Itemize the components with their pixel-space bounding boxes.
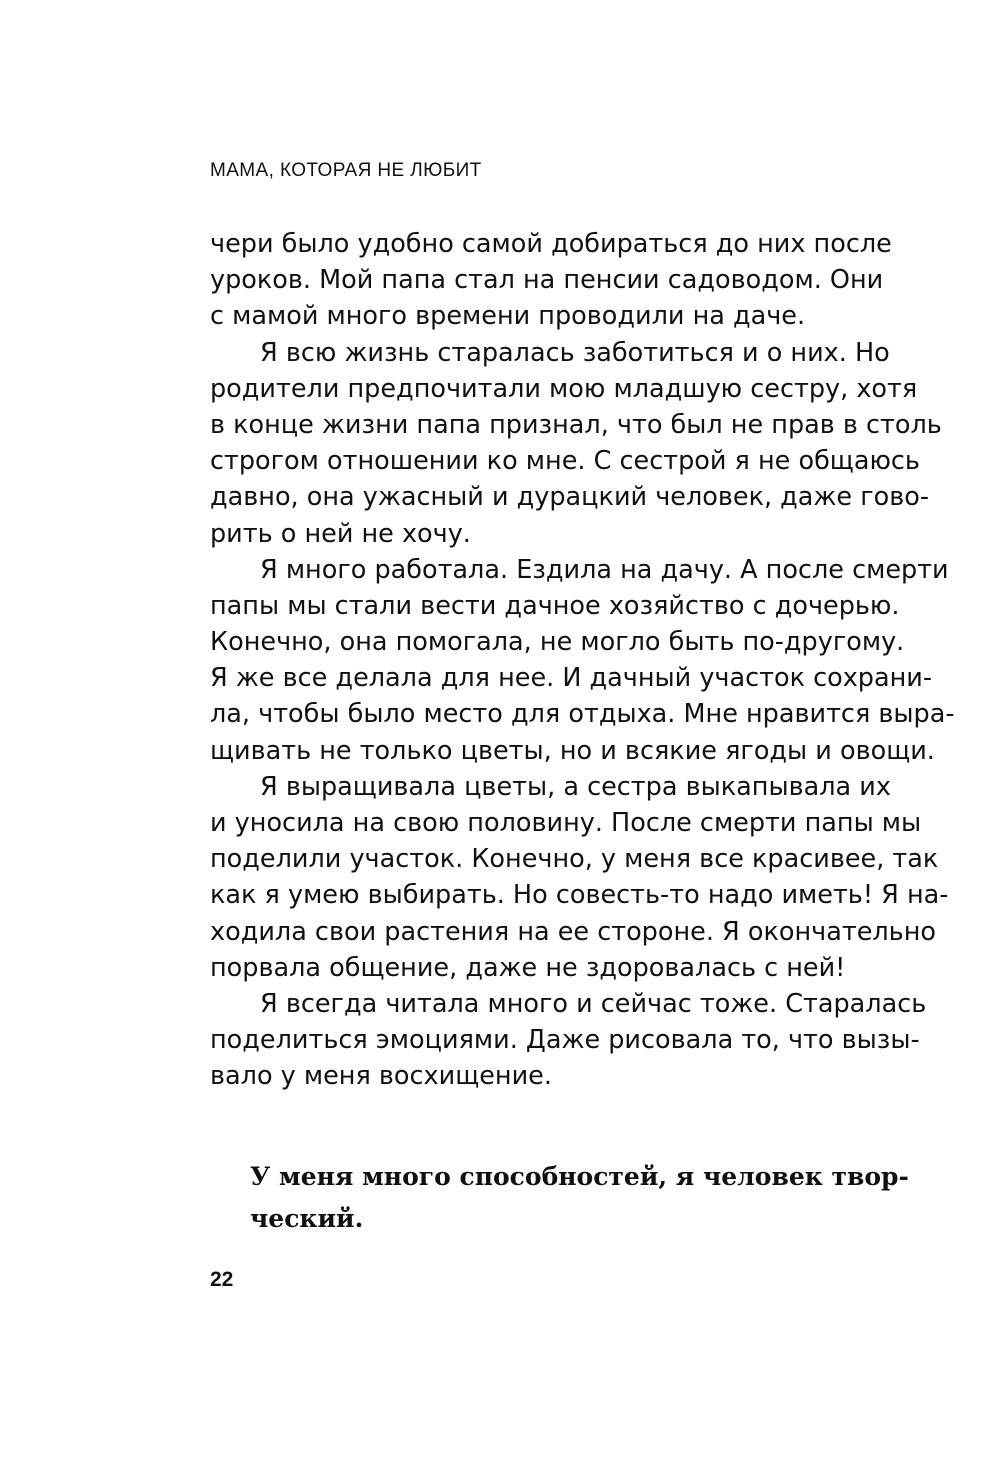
pull-quote-line: У меня много способностей, я человек твор-	[250, 1162, 909, 1191]
text-line: Я же все делала для нее. И дачный участок сохрани-	[210, 663, 933, 694]
text-line: уроков. Мой папа стал на пенсии садоводом. Они	[210, 265, 884, 296]
body-text	[210, 226, 955, 1095]
text-line: чери было удобно самой добираться до них после	[210, 229, 892, 259]
text-line: ходила свои растения на ее стороне. Я окончательно	[210, 916, 936, 947]
text-line: папы мы стали вести дачное хозяйство с дочерью.	[210, 590, 900, 621]
text-line: Я всегда читала много и сейчас тоже. Старалась	[260, 988, 927, 1019]
text-line: ла, чтобы было место для отдыха. Мне нравится выра-	[210, 699, 955, 730]
text-line: Я всю жизнь старалась заботиться и о них. Но	[260, 337, 890, 368]
paragraph	[210, 552, 955, 769]
running-title: МАМА, КОТОРАЯ НЕ ЛЮБИТ	[210, 160, 482, 181]
text-line: в конце жизни папа признал, что был не прав в столь	[210, 409, 942, 440]
pull-quote	[250, 1156, 909, 1240]
text-line: с мамой много времени проводили на даче.	[210, 301, 806, 332]
text-line: рить о ней не хочу.	[210, 518, 471, 549]
text-line: щивать не только цветы, но и всякие ягоды и овощи.	[210, 735, 935, 766]
pull-quote-line: ческий.	[250, 1204, 364, 1233]
text-line: и уносила на свою половину. После смерти папы мы	[210, 808, 922, 838]
text-line: поделили участок. Конечно, у меня все красивее, так	[210, 844, 939, 875]
paragraph	[210, 335, 942, 552]
text-line: Я выращивала цветы, а сестра выкапывала их	[260, 771, 891, 802]
text-line: родители предпочитали мою младшую сестру, хотя	[210, 373, 918, 404]
paragraph	[210, 226, 892, 335]
text-line: строгом отношении ко мне. С сестрой я не общаюсь	[210, 446, 920, 477]
text-line: порвала общение, даже не здоровалась с ней!	[210, 952, 846, 983]
text-line: давно, она ужасный и дурацкий человек, даже гово-	[210, 482, 930, 513]
text-line: поделиться эмоциями. Даже рисовала то, что вызы-	[210, 1025, 920, 1056]
text-line: как я умею выбирать. Но совесть-то надо иметь! Я на-	[210, 880, 949, 911]
text-line: Конечно, она помогала, не могло быть по-другому.	[210, 627, 905, 658]
paragraph	[210, 769, 949, 986]
text-line: вало у меня восхищение.	[210, 1061, 552, 1092]
page-number: 22	[210, 1268, 234, 1291]
text-line: Я много работала. Ездила на дачу. А после смерти	[260, 554, 949, 585]
paragraph	[210, 986, 927, 1095]
